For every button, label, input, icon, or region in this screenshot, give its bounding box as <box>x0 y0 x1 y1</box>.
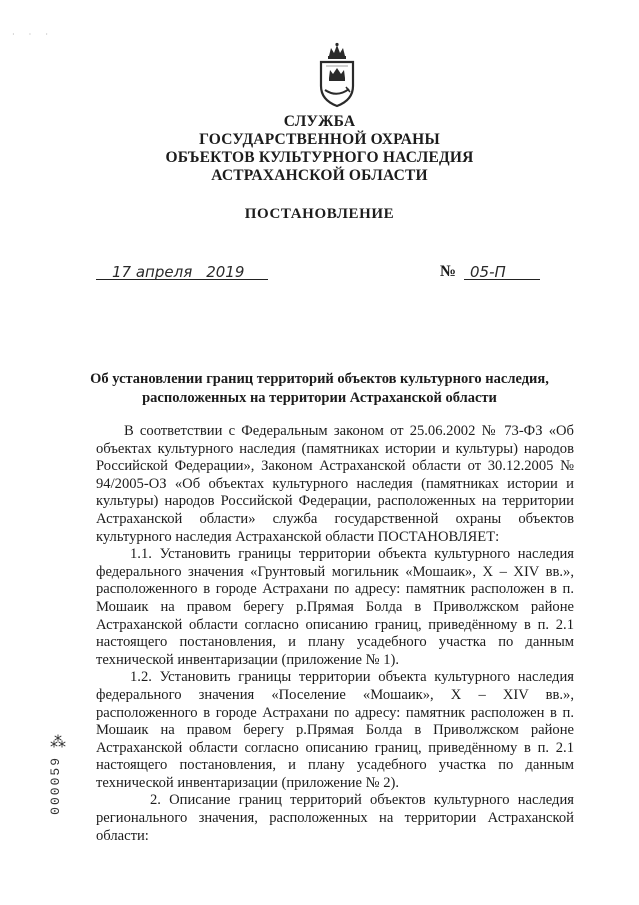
body-line: технической инвентаризации (приложение № 1). <box>96 651 399 668</box>
body-line: расположенного в городе Астрахани по адресу: памятник расположен в п. <box>96 704 574 721</box>
date-year: 2019 <box>206 263 245 281</box>
document-number <box>440 263 540 283</box>
body-line: 2. Описание границ территорий объектов культурного наследия <box>150 792 574 809</box>
org-line: ГОСУДАРСТВЕННОЙ ОХРАНЫ <box>199 131 440 148</box>
body-line: федерального значения «Грунтовый могильник «Мошаик», X – XIV вв.», <box>96 563 574 580</box>
body-line: Астраханской области согласно описанию границ, приведённому в п. 2.1 <box>96 616 574 633</box>
organization-name <box>0 113 639 185</box>
document-date <box>96 263 268 283</box>
org-line: СЛУЖБА <box>283 113 356 130</box>
body-line: культурного наследия Астраханской области ПОСТАНОВЛЯЕТ: <box>96 528 500 545</box>
asterism-mark: ⁂ <box>50 734 66 752</box>
body-line: Мошаик на правом берегу р.Прямая Болда в Приволжском районе <box>96 598 574 615</box>
body-line: расположенного в городе Астрахани по адресу: памятник расположен в п. <box>96 581 574 598</box>
body-line: регионального значения, расположенных на территории Астраханской <box>96 810 574 827</box>
body-line: 1.1. Установить границы территории объекта культурного наследия <box>130 546 574 563</box>
body-line: В соответствии с Федеральным законом от 25.06.2002 № 73-ФЗ «Об <box>124 423 574 439</box>
body-line: настоящего постановления, и плану усадебного участка по данным <box>96 757 574 774</box>
body-line: Астраханской области согласно описанию границ, приведённому в п. 2.1 <box>96 739 574 756</box>
side-registration-stamp <box>50 732 64 815</box>
body-line: 94/2005-ОЗ «Об объектах культурного наследия (памятниках истории и <box>96 475 574 492</box>
date-handwritten <box>112 263 244 281</box>
number-sign: № <box>440 263 457 280</box>
subject-line: Об установлении границ территорий объектов культурного наследия, <box>90 371 549 387</box>
scan-specks: · · · <box>12 30 54 39</box>
document-subject <box>0 370 639 408</box>
coat-of-arms-emblem <box>316 42 358 108</box>
body-line: Российской Федерации», Законом Астраханской области от 30.12.2005 № <box>96 458 574 475</box>
body-line: области: <box>96 827 149 844</box>
body-line: Мошаик на правом берегу р.Прямая Болда в Приволжском районе <box>96 722 574 739</box>
body-line: настоящего постановления, и плану усадебного участка по данным <box>96 634 574 651</box>
body-line: технической инвентаризации (приложение № 2). <box>96 774 399 791</box>
serial-number: 000059 <box>48 756 63 815</box>
body-line: объектах культурного наследия (памятниках истории и культуры) народов <box>96 440 574 457</box>
body-line: 1.2. Установить границы территории объекта культурного наследия <box>130 669 574 686</box>
org-line: ОБЪЕКТОВ КУЛЬТУРНОГО НАСЛЕДИЯ <box>165 149 474 166</box>
subject-line: расположенных на территории Астраханской области <box>142 390 497 406</box>
body-line: Астраханской области» служба государственной охраны объектов <box>96 510 574 527</box>
body-line: культуры) народов Российской Федерации, расположенных на территории <box>96 493 574 510</box>
date-day-month: 17 апреля <box>112 263 193 281</box>
org-line: АСТРАХАНСКОЙ ОБЛАСТИ <box>211 167 428 184</box>
body-line: федерального значения «Поселение «Мошаик», X – XIV вв.», <box>96 686 574 703</box>
document-body <box>96 423 574 845</box>
number-handwritten: 05-П <box>470 263 506 281</box>
document-type-title: ПОСТАНОВЛЕНИЕ <box>244 206 395 222</box>
